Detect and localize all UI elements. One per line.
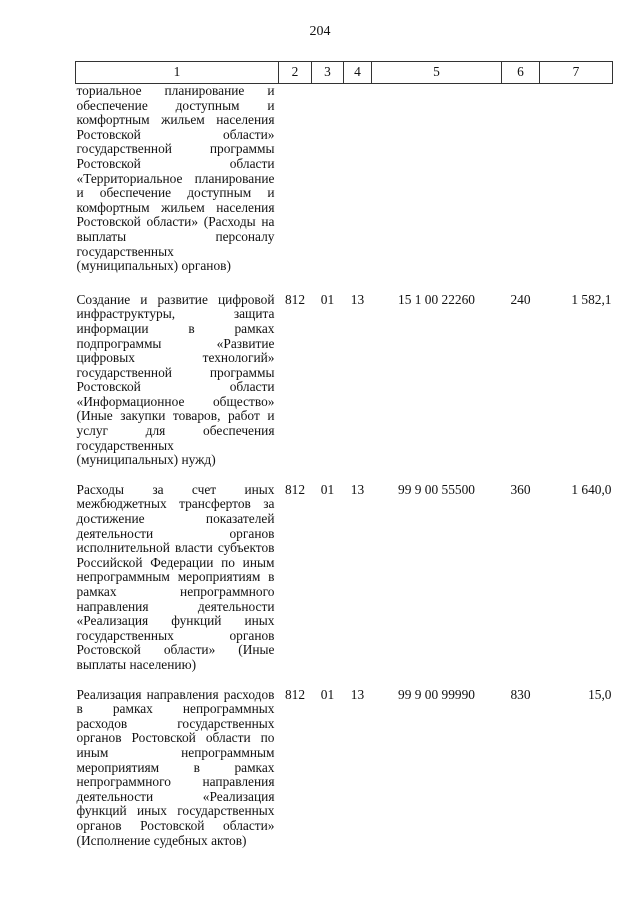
row-description: Реализация направления расходов в рамках непрограммных расходов государственных органов Ростовской области по иным непрограммным мероприятиям в рамках непрограммного направления деятельности «Реализация функций иных государственных органов Ростовской области» (Исполнение судебных актов) [76,686,275,848]
row-ministry-code [279,84,312,278]
row-ministry-code: 812 [284,686,306,702]
header-col-3: 3 [312,62,344,84]
page-number: 204 [309,24,331,39]
row-section-code: 01 [320,686,335,702]
table-row [76,278,613,468]
header-col-7: 7 [540,62,613,84]
row-subsection-code [344,84,372,278]
row-subsection-code: 13 [350,481,365,497]
header-row [76,62,613,84]
row-subsection-code: 13 [350,686,365,702]
row-description: Расходы за счет иных межбюджетных трансфертов за достижение показателей деятельности органов исполнительной власти субъектов Российской Федерации по иным непрограммным мероприятиям в рамках непрограммного направления деятельности «Реализация функций иных государственных органов Ростовской области» (Иные выплаты населению) [76,481,275,672]
row-description: ториальное планирование и обеспечение доступным и комфортным жильем населения Ростовской области» государственной программы Ростовской области «Территориальное планирование и обеспечение доступным и комфортным жильем населения Ростовской области» (Расходы на выплаты персоналу государственных (муниципальных) органов) [76,83,275,274]
row-amount: 1 640,0 [571,481,612,497]
row-section-code: 01 [320,481,335,497]
header-col-4: 4 [344,62,372,84]
header-col-5: 5 [372,62,502,84]
row-section-code [312,84,344,278]
row-expense-type: 240 [510,291,531,307]
row-amount: 15,0 [588,686,612,702]
row-target-article: 99 9 00 55500 [398,481,475,497]
header-col-6: 6 [502,62,540,84]
row-section-code: 01 [320,291,335,307]
row-ministry-code: 812 [284,481,306,497]
row-target-article [372,84,502,278]
row-description: Создание и развитие цифровой инфраструктуры, защита информации в рамках подпрограммы «Развитие цифровых технологий» государственной программы Ростовской области «Информационное общество» (Иные закупки товаров, работ и услуг для обеспечения государственных (муниципальных) нужд) [76,291,275,468]
row-expense-type [502,84,540,278]
row-expense-type: 830 [510,686,531,702]
table-row [76,84,613,278]
table-row [76,673,613,849]
budget-table [75,61,613,848]
header-col-2: 2 [279,62,312,84]
row-amount: 1 582,1 [571,291,612,307]
row-subsection-code: 13 [350,291,365,307]
header-col-1: 1 [76,62,279,84]
row-target-article: 99 9 00 99990 [398,686,475,702]
table-row [76,468,613,673]
row-amount [540,84,613,278]
row-target-article: 15 1 00 22260 [398,291,475,307]
row-ministry-code: 812 [284,291,306,307]
row-expense-type: 360 [510,481,531,497]
